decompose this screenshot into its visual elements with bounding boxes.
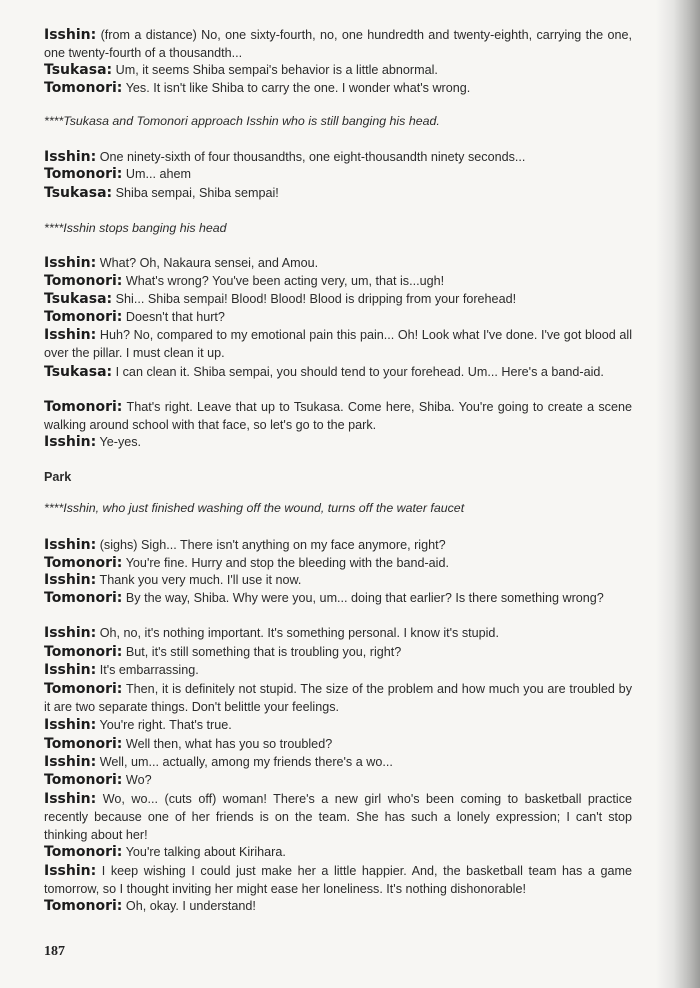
speaker-name: Isshin: — [44, 434, 97, 450]
dialogue-line — [44, 624, 632, 642]
dialogue-text: Well then, what has you so troubled? — [125, 737, 333, 751]
dialogue-text: Huh? No, compared to my emotional pain this pain... Oh! Look what I've done. I've got blood all over the pillar. I must clean it up. — [44, 328, 633, 360]
dialogue-text: Then, it is definitely not stupid. The size of the problem and how much you are troubled by it are two separate things. Don't belittle your feelings. — [44, 682, 632, 714]
dialogue-text: You're talking about Kirihara. — [125, 845, 286, 859]
dialogue-line — [44, 363, 632, 381]
dialogue-line — [44, 184, 632, 202]
dialogue-line — [44, 61, 632, 79]
speaker-name: Isshin: — [44, 255, 97, 271]
dialogue-text: Ye-yes. — [99, 435, 142, 449]
speaker-name: Isshin: — [44, 863, 97, 879]
stage-direction: ****Tsukasa and Tomonori approach Isshin who is still banging his head. — [44, 114, 440, 128]
speaker-name: Tomonori: — [44, 736, 123, 752]
speaker-name: Tomonori: — [44, 898, 123, 914]
dialogue-line — [44, 680, 632, 716]
speaker-name: Isshin: — [44, 572, 97, 588]
dialogue-line — [44, 862, 632, 898]
speaker-name: Tomonori: — [44, 273, 123, 289]
speaker-name: Isshin: — [44, 27, 97, 43]
dialogue-text: Doesn't that hurt? — [125, 310, 225, 324]
dialogue-text: By the way, Shiba. Why were you, um... doing that earlier? Is there something wrong? — [125, 591, 604, 605]
dialogue-text: Um, it seems Shiba sempai's behavior is a little abnormal. — [115, 63, 438, 77]
dialogue-text: Shiba sempai, Shiba sempai! — [115, 186, 279, 200]
speaker-name: Isshin: — [44, 327, 97, 343]
dialogue-line — [44, 165, 632, 183]
dialogue-line — [44, 554, 632, 572]
speaker-name: Tomonori: — [44, 555, 123, 571]
dialogue-line — [44, 254, 632, 272]
speaker-name: Tomonori: — [44, 309, 123, 325]
dialogue-line — [44, 398, 632, 434]
speaker-name: Isshin: — [44, 791, 97, 807]
page-number: 187 — [44, 944, 65, 959]
dialogue-text: What's wrong? You've been acting very, um, that is...ugh! — [125, 274, 445, 288]
dialogue-line — [44, 753, 632, 771]
dialogue-text: Well, um... actually, among my friends there's a wo... — [99, 755, 393, 769]
dialogue-text: Thank you very much. I'll use it now. — [99, 573, 302, 587]
dialogue-line — [44, 326, 632, 362]
speaker-name: Tomonori: — [44, 166, 123, 182]
dialogue-line — [44, 771, 632, 789]
speaker-name: Isshin: — [44, 625, 97, 641]
dialogue-line — [44, 897, 632, 915]
dialogue-text: That's right. Leave that up to Tsukasa. Come here, Shiba. You're going to create a scene walking around school with that face, so let's go to the park. — [44, 400, 632, 432]
dialogue-text: You're right. That's true. — [99, 718, 232, 732]
dialogue-text: Yes. It isn't like Shiba to carry the one. I wonder what's wrong. — [125, 81, 471, 95]
dialogue-text: Um... ahem — [125, 167, 191, 181]
stage-direction: ****Isshin, who just finished washing off the wound, turns off the water faucet — [44, 501, 465, 515]
dialogue-text: Oh, no, it's nothing important. It's something personal. I know it's stupid. — [99, 626, 499, 640]
dialogue-text: I can clean it. Shiba sempai, you should tend to your forehead. Um... Here's a band-aid. — [115, 365, 604, 379]
dialogue-text: One ninety-sixth of four thousandths, one eight-thousandth ninety seconds... — [99, 150, 526, 164]
speaker-name: Tsukasa: — [44, 62, 113, 78]
dialogue-text: What? Oh, Nakaura sensei, and Amou. — [99, 256, 319, 270]
dialogue-line — [44, 661, 632, 679]
dialogue-text: I keep wishing I could just make her a little happier. And, the basketball team has a game tomorrow, so I thought inviting her might ease her loneliness. It's nothing dishonorable! — [44, 864, 632, 896]
dialogue-line — [44, 26, 632, 62]
speaker-name: Tomonori: — [44, 590, 123, 606]
speaker-name: Tomonori: — [44, 80, 123, 96]
speaker-name: Isshin: — [44, 149, 97, 165]
dialogue-line — [44, 272, 632, 290]
dialogue-line — [44, 843, 632, 861]
dialogue-line — [44, 290, 632, 308]
dialogue-text: (from a distance) No, one sixty-fourth, no, one hundredth and twenty-eighth, carrying the one, one twenty-fourth of a thousandth... — [44, 28, 632, 60]
dialogue-line — [44, 589, 632, 607]
speaker-name: Isshin: — [44, 662, 97, 678]
dialogue-text: Wo? — [125, 773, 152, 787]
dialogue-line — [44, 148, 632, 166]
dialogue-text: But, it's still something that is troubling you, right? — [125, 645, 402, 659]
speaker-name: Tsukasa: — [44, 364, 113, 380]
speaker-name: Tomonori: — [44, 399, 123, 415]
speaker-name: Tsukasa: — [44, 185, 113, 201]
speaker-name: Isshin: — [44, 717, 97, 733]
dialogue-line — [44, 571, 632, 589]
scene-heading: Park — [44, 470, 72, 484]
speaker-name: Tomonori: — [44, 681, 123, 697]
stage-direction: ****Isshin stops banging his head — [44, 221, 227, 235]
dialogue-line — [44, 308, 632, 326]
dialogue-text: You're fine. Hurry and stop the bleeding with the band-aid. — [125, 556, 449, 570]
page-binding-shadow — [656, 0, 700, 988]
dialogue-line — [44, 716, 632, 734]
speaker-name: Tomonori: — [44, 844, 123, 860]
dialogue-line — [44, 536, 632, 554]
dialogue-line — [44, 433, 632, 451]
speaker-name: Tsukasa: — [44, 291, 113, 307]
speaker-name: Tomonori: — [44, 644, 123, 660]
dialogue-text: Wo, wo... (cuts off) woman! There's a new girl who's been coming to basketball practice recently because one of her friends is on the team. She has such a lonely expression; I can't stop thinking about her! — [44, 792, 632, 842]
speaker-name: Isshin: — [44, 537, 97, 553]
dialogue-text: Oh, okay. I understand! — [125, 899, 256, 913]
dialogue-text: It's embarrassing. — [99, 663, 199, 677]
dialogue-line — [44, 79, 632, 97]
dialogue-line — [44, 643, 632, 661]
speaker-name: Isshin: — [44, 754, 97, 770]
speaker-name: Tomonori: — [44, 772, 123, 788]
dialogue-line — [44, 735, 632, 753]
dialogue-text: Shi... Shiba sempai! Blood! Blood! Blood is dripping from your forehead! — [115, 292, 517, 306]
dialogue-text: (sighs) Sigh... There isn't anything on my face anymore, right? — [99, 538, 446, 552]
dialogue-line — [44, 790, 632, 844]
